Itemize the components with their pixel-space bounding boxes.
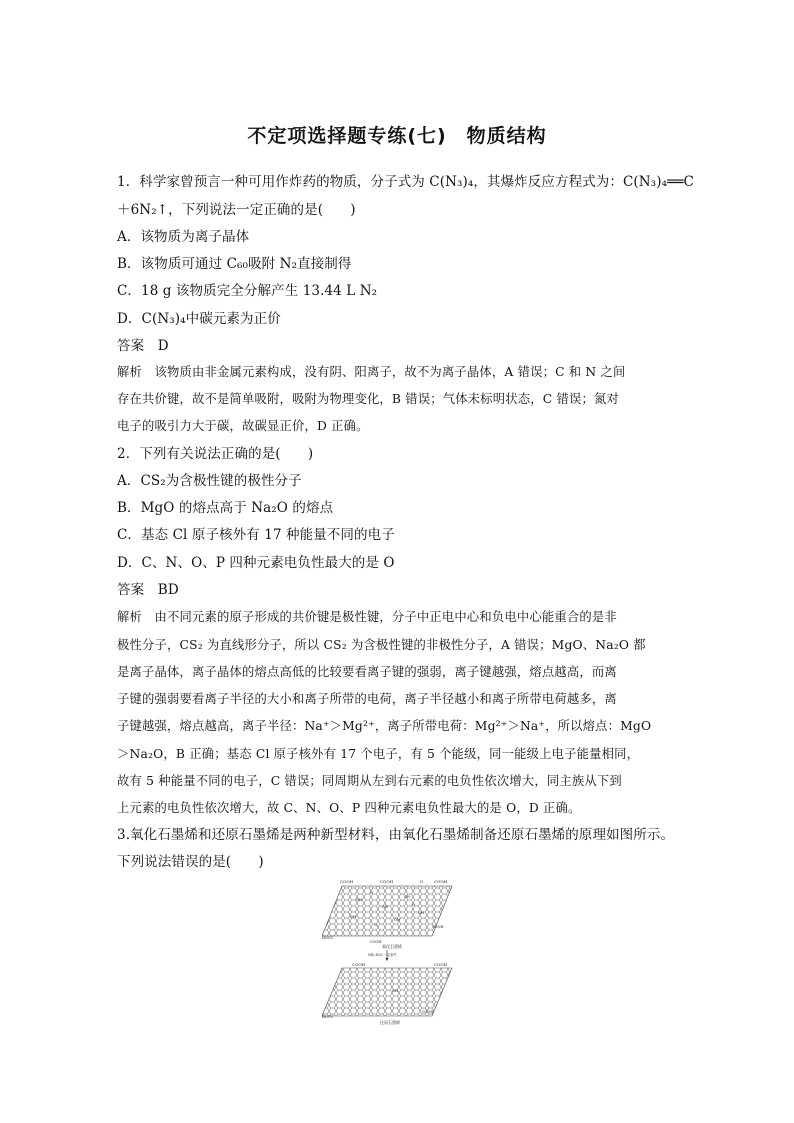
q2-analysis-line8: 上元素的电负性依次增大，故 C、N、O、P 四种元素电负性最大的是 O，D 正确。 (117, 801, 581, 815)
q2-analysis-line1: 解析 由不同元素的原子形成的共价键是极性键，分子中正电中心和负电中心能重合的是非 (117, 610, 617, 624)
label-oh: OH (350, 915, 356, 919)
page-title: 不定项选择题专练(七) 物质结构 (247, 125, 547, 147)
label-oh: OH (404, 895, 410, 899)
label-hooc: HOOC (322, 936, 334, 940)
q2-option-a: A．CS₂为含极性键的极性分子 (117, 473, 302, 489)
q1-option-c: C．18 g 该物质完全分解产生 13.44 L N₂ (117, 283, 378, 299)
label-oh: OH (382, 905, 388, 909)
label-cooh: COOH (380, 879, 394, 884)
q1-stem-line1: 1．科学家曾预言一种可用作炸药的物质，分子式为 C(N₃)₄，其爆炸反应方程式为：C(N₃)₄══C (117, 174, 694, 190)
label-o: O (370, 891, 373, 895)
reagent-label: NH₃·H₂O 一定条件 (368, 953, 397, 957)
label-hooc: HOOC (322, 1015, 334, 1019)
reduced-graphene-sheet (322, 968, 452, 1016)
q1-analysis-line3: 电子的吸引力大于碳，故碳显正价，D 正确。 (117, 419, 369, 433)
q2-analysis-line4: 子键的强弱要看离子半径的大小和离子所带的电荷，离子半径越小和离子所带电荷越多，离 (117, 692, 617, 706)
label-oh: OH (356, 898, 362, 902)
q2-analysis-line6: ＞Na₂O，B 正确；基态 Cl 原子核外有 17 个电子，有 5 个能级，同一能级上电子能量相同， (117, 747, 640, 761)
q2-analysis-line5: 子键越强，熔点越高，离子半径：Na⁺＞Mg²⁺，离子所带电荷：Mg²⁺＞Na⁺，所以熔点：MgO (117, 719, 652, 733)
q3-stem-line1: 3.氧化石墨烯和还原石墨烯是两种新型材料，由氧化石墨烯制备还原石墨烯的原理如图所示。 (117, 827, 675, 843)
label-cooh: COOH (432, 925, 444, 929)
label-o: O (374, 923, 377, 927)
arrow-head (386, 958, 389, 961)
q2-analysis-line2: 极性分子，CS₂ 为直线形分子，所以 CS₂ 为含极性键的非极性分子，A 错误；MgO、Na₂O 都 (117, 638, 646, 652)
q1-analysis-line1: 解析 该物质由非金属元素构成，没有阴、阳离子，故不为离子晶体，A 错误；C 和 N 之间 (117, 365, 626, 379)
q1-option-a: A．该物质为离子晶体 (117, 229, 250, 245)
label-o: O (412, 903, 415, 907)
q1-analysis-line2: 存在共价键，故不是简单吸附，吸附为物理变化，B 错误；气体未标明状态，C 错误；氮对 (117, 392, 619, 406)
label-cooh: COOH (434, 962, 448, 967)
q1-stem-line2: ＋6N₂↑，下列说法一定正确的是( ) (117, 202, 356, 218)
label-oh: OH (392, 989, 398, 993)
label-cooh: COOH (370, 940, 382, 944)
q1-answer: 答案 D (117, 338, 169, 354)
label-cooh: COOH (352, 962, 366, 967)
q3-stem-line2: 下列说法错误的是( ) (117, 854, 264, 870)
q2-option-c: C．基态 Cl 原子核外有 17 种能量不同的电子 (117, 527, 395, 543)
q2-option-d: D．C、N、O、P 四种元素电负性最大的是 O (117, 555, 395, 571)
caption-oxidized-graphene: 氧化石墨烯 (382, 944, 402, 949)
label-cooh: COOH (422, 1010, 434, 1014)
graphene-reduction-diagram (322, 876, 472, 1026)
label-cooh: COOH (434, 879, 448, 884)
caption-reduced-graphene: 还原石墨烯 (380, 1020, 400, 1025)
label-oh: OH (394, 918, 400, 922)
q2-stem: 2．下列有关说法正确的是( ) (117, 446, 314, 462)
q1-option-d: D．C(N₃)₄中碳元素为正价 (117, 311, 281, 327)
q2-analysis-line7: 故有 5 种能量不同的电子，C 错误；同周期从左到右元素的电负性依次增大，同主族从下到 (117, 774, 622, 788)
q2-option-b: B．MgO 的熔点高于 Na₂O 的熔点 (117, 500, 334, 516)
q1-option-b: B．该物质可通过 C₆₀吸附 N₂直接制得 (117, 256, 352, 272)
label-cooh: COOH (340, 879, 354, 884)
label-oh: OH (418, 911, 424, 915)
q2-answer: 答案 BD (117, 582, 179, 598)
label-o: O (420, 879, 424, 884)
q2-analysis-line3: 是离子晶体，离子晶体的熔点高低的比较要看离子键的强弱，离子键越强，熔点越高，而离 (117, 665, 617, 679)
